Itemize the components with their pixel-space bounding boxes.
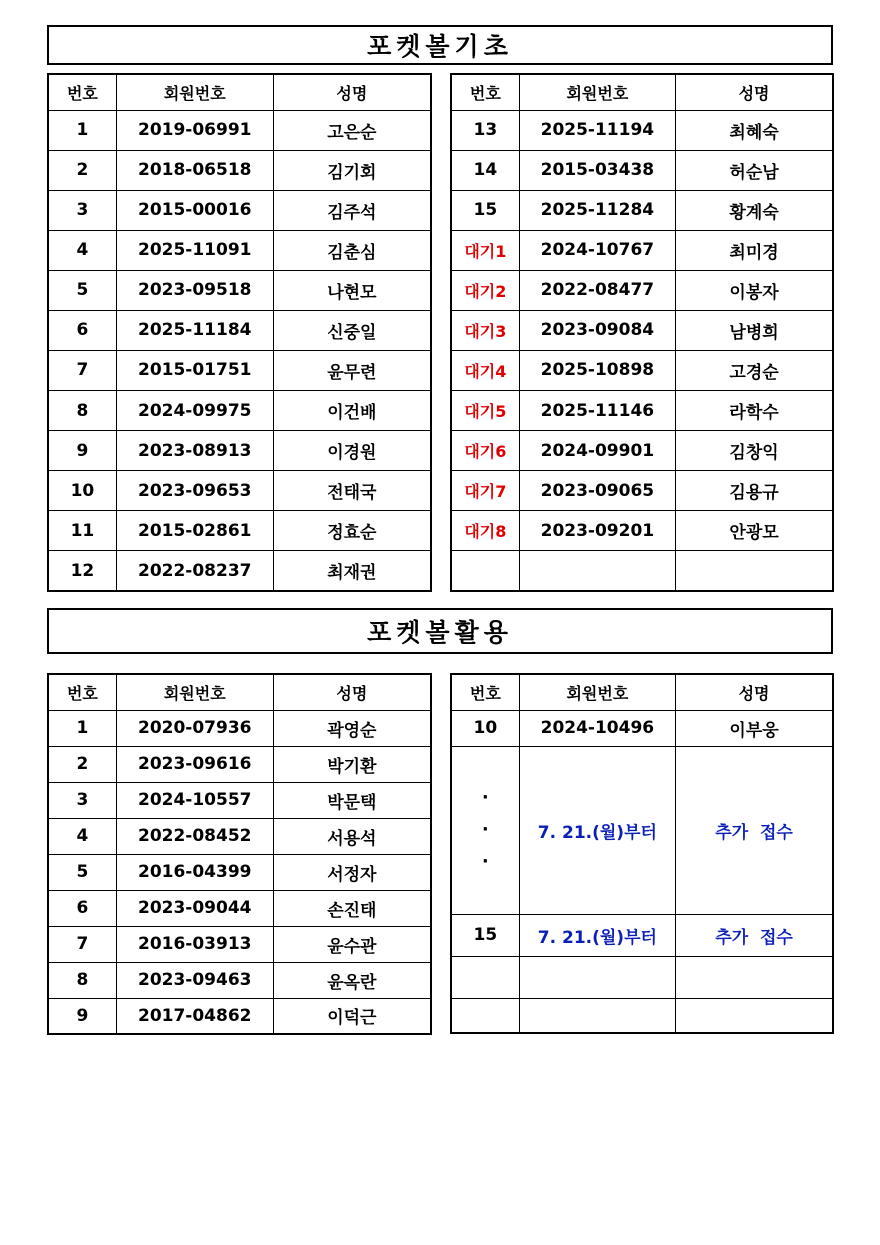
member-id: 2023-09653 bbox=[116, 471, 273, 511]
row-number: 6 bbox=[48, 890, 116, 926]
advanced-table-left bbox=[47, 673, 432, 1035]
member-name: 곽영순 bbox=[273, 710, 431, 746]
waitlist-number: 대기2 bbox=[451, 270, 519, 310]
member-name: 안광모 bbox=[676, 511, 833, 551]
member-name: 김용규 bbox=[676, 471, 833, 511]
member-name: 이경원 bbox=[273, 431, 431, 471]
member-id: 2020-07936 bbox=[116, 710, 273, 746]
row-number: 3 bbox=[48, 190, 116, 230]
member-id: 2023-09065 bbox=[519, 471, 675, 511]
row-number: 14 bbox=[451, 150, 519, 190]
row-number: 8 bbox=[48, 391, 116, 431]
table-row bbox=[48, 350, 431, 390]
header-name: 성명 bbox=[676, 74, 833, 110]
table-row bbox=[48, 190, 431, 230]
member-id: 2023-09201 bbox=[519, 511, 675, 551]
row-number: 9 bbox=[48, 998, 116, 1034]
member-name: 정효순 bbox=[273, 511, 431, 551]
member-id: 2024-10557 bbox=[116, 782, 273, 818]
member-name: 서정자 bbox=[273, 854, 431, 890]
row-number: 9 bbox=[48, 431, 116, 471]
table-row bbox=[451, 190, 833, 230]
member-name: 허순남 bbox=[676, 150, 833, 190]
row-number: 10 bbox=[451, 710, 519, 746]
table-row bbox=[48, 391, 431, 431]
table-row bbox=[48, 818, 431, 854]
row-number: 6 bbox=[48, 310, 116, 350]
empty-cell bbox=[451, 551, 519, 591]
member-name: 박기환 bbox=[273, 746, 431, 782]
member-id: 2025-11091 bbox=[116, 230, 273, 270]
member-id: 2015-02861 bbox=[116, 511, 273, 551]
row-number: 7 bbox=[48, 926, 116, 962]
header-member-id: 회원번호 bbox=[519, 74, 675, 110]
row-number: 1 bbox=[48, 110, 116, 150]
table-row-merged bbox=[451, 746, 833, 914]
section-title-basic: 포켓볼기초 bbox=[47, 25, 833, 65]
table-row bbox=[48, 310, 431, 350]
row-number: 5 bbox=[48, 270, 116, 310]
table-row bbox=[48, 710, 431, 746]
empty-cell bbox=[676, 551, 833, 591]
header-name: 성명 bbox=[273, 674, 431, 710]
member-id: 2022-08452 bbox=[116, 818, 273, 854]
table-row bbox=[451, 511, 833, 551]
table-row bbox=[451, 150, 833, 190]
table-row bbox=[48, 962, 431, 998]
member-id: 2023-09084 bbox=[519, 310, 675, 350]
waitlist-number: 대기8 bbox=[451, 511, 519, 551]
table-row bbox=[48, 854, 431, 890]
member-id: 2023-09044 bbox=[116, 890, 273, 926]
table-row bbox=[48, 551, 431, 591]
member-name: 서용석 bbox=[273, 818, 431, 854]
header-number: 번호 bbox=[48, 74, 116, 110]
additional-registration-date: 7. 21.(월)부터 bbox=[519, 746, 675, 914]
member-id: 2025-11194 bbox=[519, 110, 675, 150]
waitlist-number: 대기6 bbox=[451, 431, 519, 471]
header-name: 성명 bbox=[676, 674, 833, 710]
member-id: 2024-09975 bbox=[116, 391, 273, 431]
member-id: 2015-03438 bbox=[519, 150, 675, 190]
member-name: 신중일 bbox=[273, 310, 431, 350]
table-row bbox=[48, 511, 431, 551]
header-name: 성명 bbox=[273, 74, 431, 110]
member-name: 황계숙 bbox=[676, 190, 833, 230]
member-id: 2016-03913 bbox=[116, 926, 273, 962]
table-row bbox=[48, 230, 431, 270]
member-name: 나현모 bbox=[273, 270, 431, 310]
empty-cell bbox=[519, 551, 675, 591]
row-number: 4 bbox=[48, 818, 116, 854]
table-header-row bbox=[451, 74, 833, 110]
empty-cell bbox=[519, 956, 675, 998]
member-id: 2025-11146 bbox=[519, 391, 675, 431]
member-id: 2025-10898 bbox=[519, 350, 675, 390]
waitlist-number: 대기3 bbox=[451, 310, 519, 350]
table-row bbox=[48, 746, 431, 782]
table-row bbox=[451, 431, 833, 471]
table-row bbox=[451, 310, 833, 350]
table-row bbox=[451, 350, 833, 390]
member-name: 고경순 bbox=[676, 350, 833, 390]
member-id: 2023-08913 bbox=[116, 431, 273, 471]
dot: · bbox=[481, 819, 489, 840]
member-name: 최미경 bbox=[676, 230, 833, 270]
member-name: 남병희 bbox=[676, 310, 833, 350]
member-name: 고은순 bbox=[273, 110, 431, 150]
additional-registration-date: 7. 21.(월)부터 bbox=[519, 914, 675, 956]
table-header-row bbox=[451, 674, 833, 710]
additional-registration-note: 추가 접수 bbox=[676, 746, 833, 914]
header-member-id: 회원번호 bbox=[116, 674, 273, 710]
empty-row bbox=[451, 956, 833, 998]
member-name: 김기회 bbox=[273, 150, 431, 190]
dot: · bbox=[481, 851, 489, 872]
empty-row bbox=[451, 998, 833, 1033]
table-row bbox=[451, 914, 833, 956]
member-name: 김창익 bbox=[676, 431, 833, 471]
member-name: 이봉자 bbox=[676, 270, 833, 310]
member-id: 2018-06518 bbox=[116, 150, 273, 190]
header-number: 번호 bbox=[451, 674, 519, 710]
row-number: 4 bbox=[48, 230, 116, 270]
row-number: 8 bbox=[48, 962, 116, 998]
table-header-row bbox=[48, 74, 431, 110]
row-number: 13 bbox=[451, 110, 519, 150]
row-number: 3 bbox=[48, 782, 116, 818]
row-number: 12 bbox=[48, 551, 116, 591]
member-id: 2019-06991 bbox=[116, 110, 273, 150]
member-id: 2024-10767 bbox=[519, 230, 675, 270]
header-number: 번호 bbox=[451, 74, 519, 110]
waitlist-number: 대기7 bbox=[451, 471, 519, 511]
row-number: 1 bbox=[48, 710, 116, 746]
table-row bbox=[48, 270, 431, 310]
basic-table-right bbox=[450, 73, 834, 592]
member-id: 2015-00016 bbox=[116, 190, 273, 230]
empty-row bbox=[451, 551, 833, 591]
member-name: 이건배 bbox=[273, 391, 431, 431]
dot: · bbox=[481, 787, 489, 808]
member-name: 라학수 bbox=[676, 391, 833, 431]
member-id: 2022-08237 bbox=[116, 551, 273, 591]
member-id: 2022-08477 bbox=[519, 270, 675, 310]
continuation-dots bbox=[451, 746, 519, 914]
member-name: 전태국 bbox=[273, 471, 431, 511]
table-row bbox=[48, 431, 431, 471]
table-row bbox=[451, 270, 833, 310]
member-id: 2023-09616 bbox=[116, 746, 273, 782]
table-row bbox=[48, 471, 431, 511]
member-id: 2017-04862 bbox=[116, 998, 273, 1034]
empty-cell bbox=[676, 956, 833, 998]
waitlist-number: 대기5 bbox=[451, 391, 519, 431]
row-number: 10 bbox=[48, 471, 116, 511]
member-name: 김춘심 bbox=[273, 230, 431, 270]
member-name: 김주석 bbox=[273, 190, 431, 230]
member-id: 2024-09901 bbox=[519, 431, 675, 471]
empty-cell bbox=[676, 998, 833, 1033]
row-number: 7 bbox=[48, 350, 116, 390]
section-title-advanced: 포켓볼활용 bbox=[47, 608, 833, 654]
table-row bbox=[48, 110, 431, 150]
table-row bbox=[48, 782, 431, 818]
member-id: 2016-04399 bbox=[116, 854, 273, 890]
member-name: 윤수관 bbox=[273, 926, 431, 962]
member-name: 최혜숙 bbox=[676, 110, 833, 150]
table-row bbox=[451, 710, 833, 746]
waitlist-number: 대기1 bbox=[451, 230, 519, 270]
member-id: 2023-09463 bbox=[116, 962, 273, 998]
table-row bbox=[451, 391, 833, 431]
row-number: 2 bbox=[48, 746, 116, 782]
member-id: 2015-01751 bbox=[116, 350, 273, 390]
header-member-id: 회원번호 bbox=[519, 674, 675, 710]
member-id: 2025-11284 bbox=[519, 190, 675, 230]
member-name: 박문택 bbox=[273, 782, 431, 818]
member-name: 이부웅 bbox=[676, 710, 833, 746]
member-id: 2024-10496 bbox=[519, 710, 675, 746]
table-row bbox=[48, 926, 431, 962]
row-number: 2 bbox=[48, 150, 116, 190]
member-name: 윤옥란 bbox=[273, 962, 431, 998]
empty-cell bbox=[451, 956, 519, 998]
empty-cell bbox=[519, 998, 675, 1033]
waitlist-number: 대기4 bbox=[451, 350, 519, 390]
member-name: 이덕근 bbox=[273, 998, 431, 1034]
table-row bbox=[451, 471, 833, 511]
empty-cell bbox=[451, 998, 519, 1033]
basic-table-left bbox=[47, 73, 432, 592]
advanced-table-right bbox=[450, 673, 834, 1034]
member-id: 2025-11184 bbox=[116, 310, 273, 350]
table-row bbox=[451, 230, 833, 270]
table-row bbox=[48, 890, 431, 926]
table-row bbox=[48, 150, 431, 190]
row-number: 15 bbox=[451, 190, 519, 230]
row-number: 5 bbox=[48, 854, 116, 890]
table-row bbox=[451, 110, 833, 150]
table-row bbox=[48, 998, 431, 1034]
row-number: 11 bbox=[48, 511, 116, 551]
additional-registration-note: 추가 접수 bbox=[676, 914, 833, 956]
header-number: 번호 bbox=[48, 674, 116, 710]
member-name: 최재권 bbox=[273, 551, 431, 591]
header-member-id: 회원번호 bbox=[116, 74, 273, 110]
member-id: 2023-09518 bbox=[116, 270, 273, 310]
row-number: 15 bbox=[451, 914, 519, 956]
table-header-row bbox=[48, 674, 431, 710]
member-name: 윤무련 bbox=[273, 350, 431, 390]
member-name: 손진태 bbox=[273, 890, 431, 926]
